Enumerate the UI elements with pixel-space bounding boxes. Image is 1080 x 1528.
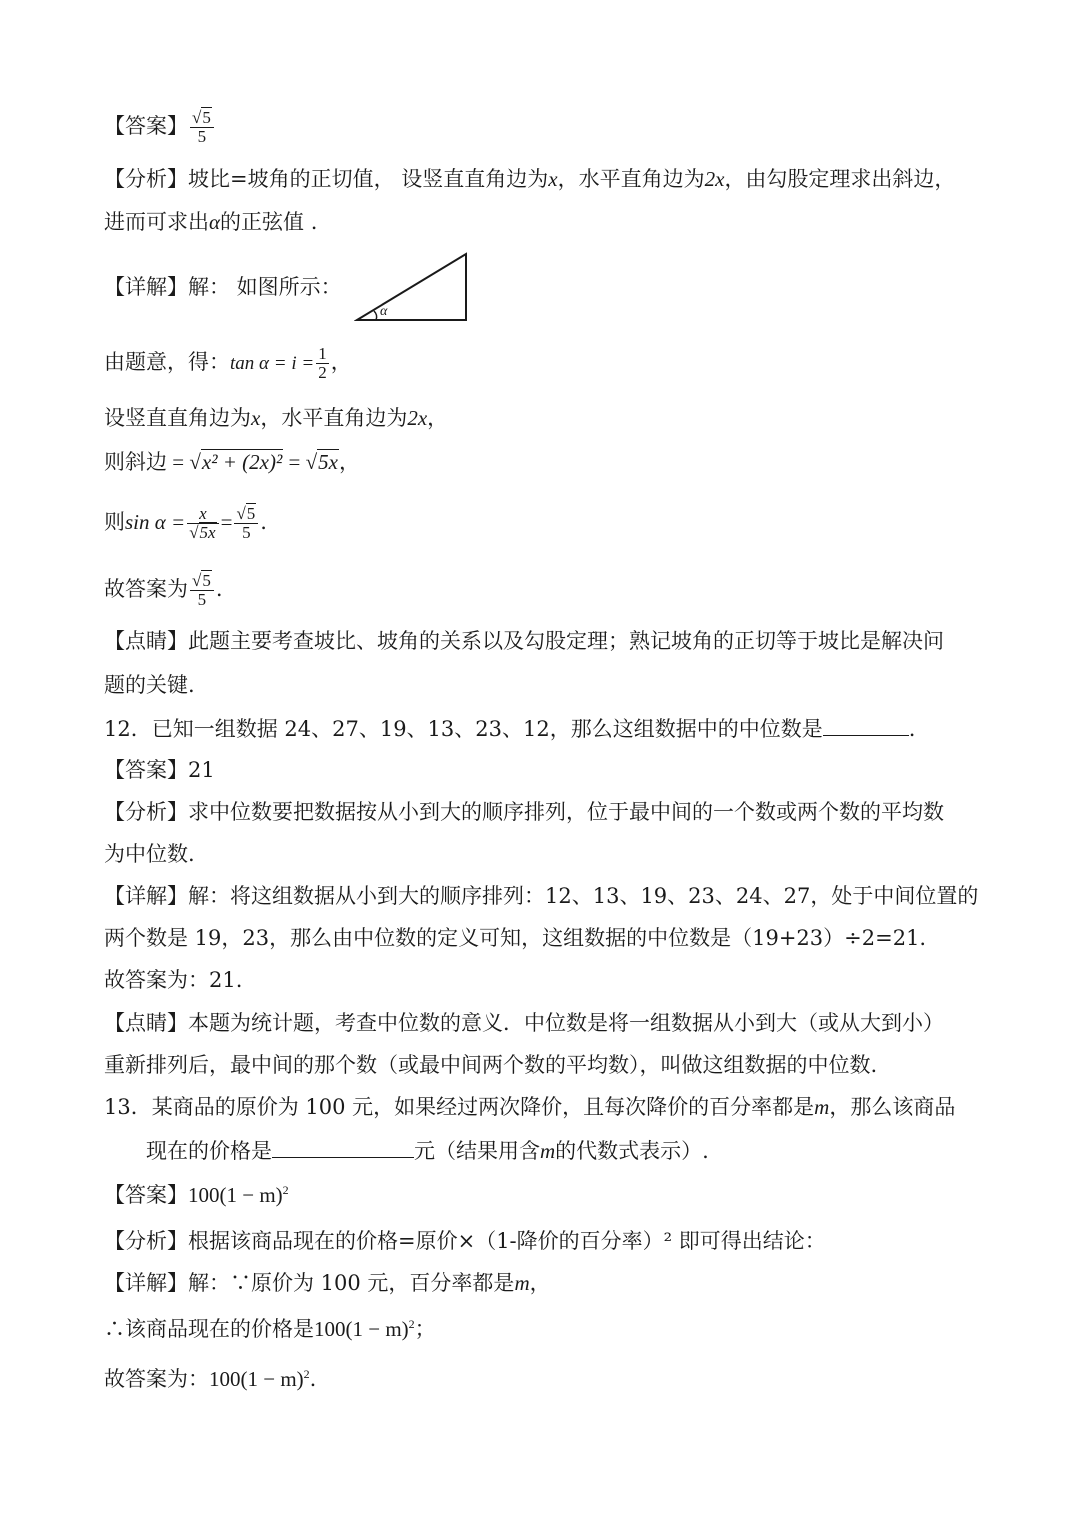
answer-tag: 【答案】 [104,114,188,138]
detail-line-13-price: ∴该商品现在的价格是$100(1 - m)^2$； [104,1317,436,1341]
comment-line-11: 【点睛】此题主要考查坡比、坡角的关系以及勾股定理；熟记坡角的正切等于坡比是解决问 [104,629,944,653]
comment-line-12-cont: 重新排列后，最中间的那个数（或最中间两个数的平均数），叫做这组数据的中位数. [104,1053,878,1077]
analysis-line-13: 【分析】根据该商品现在的价格=原价×（1-降价的百分率）² 即可得出结论： [104,1229,826,1253]
detail-hypotenuse-line: 则斜边 = √x² + (2x)² = √5x， [104,450,360,474]
detail-tag: 【详解】 [104,275,188,299]
analysis-line-11: 【分析】坡比=坡角的正切值， 设竖直直角边为x，水平直角边为2x，由勾股定理求出斜边， [104,167,956,191]
detail-line-12-answer: 故答案为：21. [104,968,243,992]
detail-tan-line: 由题意，得：tan α = i = $\frac{1}{2}$ ， [104,344,352,382]
analysis-line-11-cont: 进而可求出α的正弦值 . [104,210,318,234]
answer-line-12: 【答案】21 [104,758,215,782]
comment-line-12: 【点睛】本题为统计题，考查中位数的意义．中位数是将一组数据从小到大（或从大到小） [104,1011,944,1035]
detail-line-11: 【详解】解： 如图所示： [104,275,342,299]
analysis-tag: 【分析】 [104,167,188,191]
svg-text:α: α [380,304,388,319]
detail-final-answer: 故答案为 $\frac{√5}{5}$ . [104,571,223,609]
detail-line-12: 【详解】解：将这组数据从小到大的顺序排列：12、13、19、23、24、27，处于中间位置的 [104,884,979,908]
triangle-figure [354,250,470,324]
question-12: 12．已知一组数据 24、27、19、13、23、12，那么这组数据中的中位数是 . [104,713,980,744]
answer-blank-12 [823,713,909,736]
analysis-line-12: 【分析】求中位数要把数据按从小到大的顺序排列，位于最中间的一个数或两个数的平均数 [104,800,944,824]
detail-line-13: 【详解】解：∵原价为 100 元，百分率都是m， [104,1271,551,1295]
answer-blank-13 [272,1135,414,1158]
question-13-cont: 现在的价格是 元（结果用含m的代数式表示）. [146,1135,980,1166]
detail-line-12-cont: 两个数是 19，23，那么由中位数的定义可知，这组数据的中位数是（19+23）÷2=21. [104,926,927,950]
answer-line-13: 【答案】$100(1 - m)^2$ [104,1183,289,1207]
analysis-line-12-cont: 为中位数. [104,842,195,866]
detail-line-13-answer: 故答案为：$100(1 - m)^2$. [104,1367,317,1391]
comment-tag: 【点睛】 [104,629,188,653]
answer-fraction: $\frac{√5}{5}$ [190,109,214,146]
answer-line-11 [104,109,980,146]
question-13: 13．某商品的原价为 100 元，如果经过两次降价，且每次降价的百分率都是m，那么该商品 [104,1095,956,1119]
detail-assume-line: 设竖直直角边为x，水平直角边为2x， [104,406,449,430]
detail-sin-line: 则sin α = $\frac{x}{√5x}$ = $\frac{√5}{5}$ . [104,504,267,542]
comment-line-11-cont: 题的关键. [104,673,195,697]
